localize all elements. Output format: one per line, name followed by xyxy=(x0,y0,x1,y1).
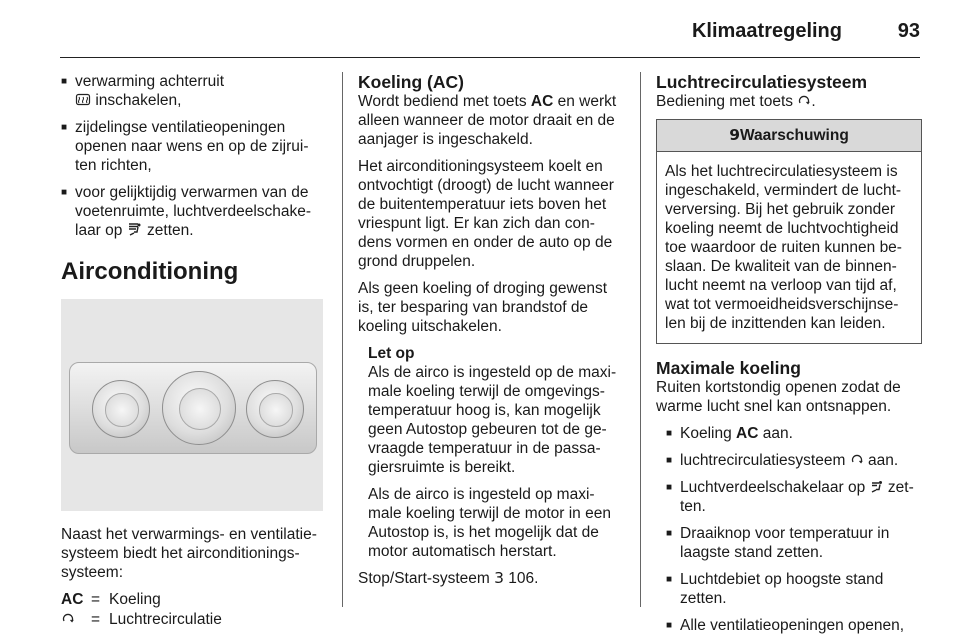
paragraph: Ruiten kortstondig openen zodat de warme lucht snel kan ontsnappen. xyxy=(656,379,901,415)
list-item: ■ Draaiknop voor temperatuur in laagste stand zetten. xyxy=(666,524,922,562)
cross-reference: Stop/Start-systeem 3 106. xyxy=(358,569,539,587)
legend-value: Luchtrecirculatie xyxy=(109,611,222,628)
note-block xyxy=(358,344,626,561)
list-item: ■ Luchtverdeelschakelaar op zet-ten. xyxy=(666,478,922,516)
page-number: 93 xyxy=(897,20,920,42)
list-item: ■ voor gelijktijdig verwarmen van de voetenruimte, luchtverdeelschake-laar op zetten. xyxy=(61,183,326,240)
header-rule xyxy=(60,57,920,58)
recirculation-icon xyxy=(61,612,75,626)
warning-symbol: 9 xyxy=(729,126,740,144)
list-item: ■ verwarming achterruit inschakelen, xyxy=(61,72,326,110)
warning-title: Waarschuwing xyxy=(739,127,849,144)
note-paragraph: Als de airco is ingesteld op maxi-male koeling terwijl de motor in een Autostop is, is het mogelijk dat de motor automatisch herstart. xyxy=(368,486,611,560)
section-heading: Luchtrecirculatiesysteem xyxy=(656,72,868,92)
section-title: Klimaatregeling xyxy=(691,20,842,42)
note-paragraph: Als de airco is ingesteld op de maxi-male koeling terwijl de omgevings-temperatuur hoog is, kan mogelijk geen Autostop gebeuren tot de ge-vraagde temperatuur in de passa-giersruimte is bereikt. xyxy=(368,364,617,476)
recirculation-icon xyxy=(850,453,864,467)
air-distribution-knob xyxy=(246,380,304,438)
note-title: Let op xyxy=(368,345,415,362)
warning-header xyxy=(657,120,921,152)
control-panel xyxy=(69,362,317,454)
ref-arrow: 3 xyxy=(494,569,504,587)
warning-text: Als het luchtrecirculatiesysteem is ingeschakeld, vermindert de lucht-verversing. Bij het gebruik zonder koeling neemt de luchtvochtigheid toe waardoor de ruiten kunnen be-slaan. De kwaliteit van de binnen-lucht neemt na verloop van tijd af, wat tot vermoeidheidsverschijnse-len bij de inzittenden kan leiden. xyxy=(665,163,902,332)
paragraph: Als geen koeling of droging gewenst is, ter besparing van brandstof de koeling uitschakelen. xyxy=(358,280,608,335)
list-item: ■ zijdelingse ventilatieopeningen openen naar wens en op de zijrui-ten richten, xyxy=(61,118,326,175)
column-divider xyxy=(342,72,343,607)
legend-list xyxy=(61,590,326,629)
rear-defrost-icon xyxy=(75,93,91,107)
list-item: ■ Koeling AC aan. xyxy=(666,424,922,443)
legend-key: AC xyxy=(61,591,84,608)
caption-text: Naast het verwarmings- en ventilatie-systeem biedt het airconditionings-systeem: xyxy=(61,526,317,581)
paragraph: Bediening met toets . xyxy=(656,93,816,110)
bullet-list xyxy=(656,424,922,635)
air-distribution-feet-icon xyxy=(870,480,884,494)
fan-speed-knob xyxy=(92,380,150,438)
column-middle xyxy=(358,72,626,596)
paragraph: Wordt bediend met toets AC en werkt alleen wanneer de motor draait en de aanjager is ingeschakeld. xyxy=(358,93,617,148)
list-item: ■ luchtrecirculatiesysteem aan. xyxy=(666,451,922,470)
column-left xyxy=(61,72,326,629)
legend-eq: = xyxy=(91,591,101,608)
warning-box xyxy=(656,119,922,344)
column-divider xyxy=(640,72,641,607)
section-heading: Koeling (AC) xyxy=(358,72,464,92)
page-header xyxy=(0,0,960,58)
section-heading: Airconditioning xyxy=(61,258,239,285)
temperature-knob xyxy=(162,371,236,445)
legend-eq: = xyxy=(91,611,101,628)
legend-value: Koeling xyxy=(109,591,161,608)
climate-control-panel-image xyxy=(61,299,323,511)
section-heading: Maximale koeling xyxy=(656,358,801,378)
column-right xyxy=(656,72,922,643)
paragraph: Het airconditioningsysteem koelt en ontvochtigt (droogt) de lucht wanneer de buitentemperatuur iets boven het vriespunt ligt. Er kan zich dan con-dens vormen en onder de auto op de grond druppelen. xyxy=(358,158,614,270)
list-item: ■ Luchtdebiet op hoogste stand zetten. xyxy=(666,570,922,608)
air-distribution-feet-windscreen-icon xyxy=(127,222,143,237)
list-item: ■ Alle ventilatieopeningen openen, xyxy=(666,616,922,635)
legend-key xyxy=(61,610,91,629)
bullet-list xyxy=(61,72,326,240)
recirculation-icon xyxy=(797,94,811,108)
